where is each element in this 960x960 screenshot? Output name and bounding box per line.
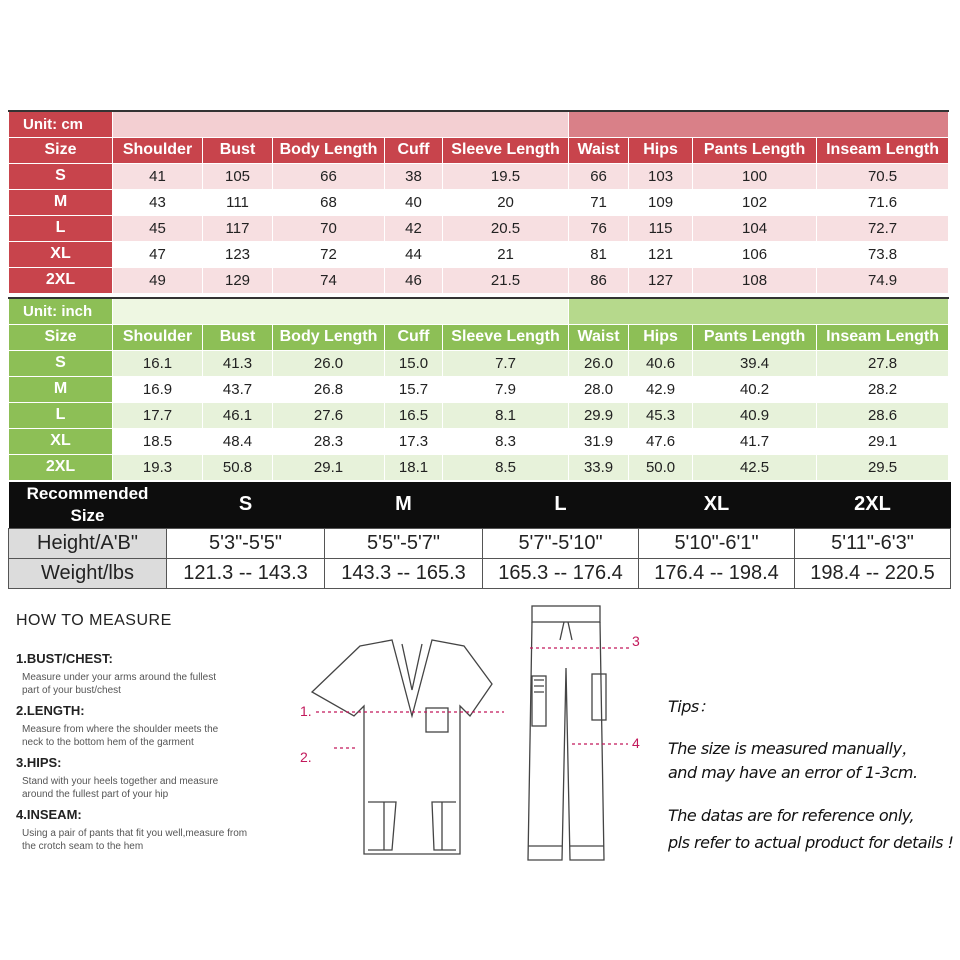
unit-label: Unit: inch [9,298,113,324]
column-header: Pants Length [693,324,817,350]
column-header: Body Length [273,137,385,163]
weight-value: 176.4 -- 198.4 [639,558,795,588]
inch-size-table [8,297,949,481]
unit-label: Unit: cm [9,111,113,137]
table-cell: 28.3 [273,428,385,454]
table-cell: 40.2 [693,376,817,402]
column-header: Cuff [385,324,443,350]
measure-label-4: 4 [632,735,640,751]
table-cell: 28.6 [817,402,949,428]
table-cell: 33.9 [569,454,629,480]
height-value: 5'3"-5'5" [167,528,325,558]
measure-description: Using a pair of pants that fit you well,measure from the crotch seam to the hem [22,828,248,852]
table-row [9,189,949,215]
table-cell: 121 [629,241,693,267]
table-cell: 104 [693,215,817,241]
size-label: S [238,493,253,516]
table-cell: 43.7 [203,376,273,402]
column-header: Bust [203,137,273,163]
size-cell: M [9,376,113,402]
table-cell: 44 [385,241,443,267]
table-cell: 18.1 [385,454,443,480]
header-band [113,111,569,137]
height-label: Height/A'B" [9,528,167,558]
tips-line: and may have an error of 1-3cm. [668,763,918,782]
table-cell: 41 [113,163,203,189]
header-row [9,324,949,350]
table-cell: 46.1 [203,402,273,428]
inch-table-body [9,350,949,480]
cm-table-body [9,163,949,293]
column-header: Shoulder [113,137,203,163]
weight-value: 143.3 -- 165.3 [325,558,483,588]
column-header: Hips [629,137,693,163]
size-label: L [554,493,567,516]
header-band [569,111,949,137]
table-cell: 19.3 [113,454,203,480]
header-band [113,298,569,324]
garment-diagram [292,596,672,876]
measure-heading: 2.LENGTH: [16,703,85,718]
recommended-header-row [9,482,951,528]
table-cell: 45 [113,215,203,241]
table-cell: 47 [113,241,203,267]
recommended-size-label: Recommended Size [26,483,149,525]
table-cell: 29.9 [569,402,629,428]
table-cell: 123 [203,241,273,267]
table-cell: 111 [203,189,273,215]
table-cell: 15.0 [385,350,443,376]
table-row [9,428,949,454]
table-cell: 8.3 [443,428,569,454]
table-cell: 21.5 [443,267,569,293]
measure-heading: 4.INSEAM: [16,807,82,822]
table-cell: 27.6 [273,402,385,428]
table-cell: 72 [273,241,385,267]
measure-heading: 3.HIPS: [16,755,62,770]
column-header: Pants Length [693,137,817,163]
column-header: Bust [203,324,273,350]
table-cell: 16.1 [113,350,203,376]
table-cell: 17.3 [385,428,443,454]
table-cell: 7.7 [443,350,569,376]
size-cell: XL [9,241,113,267]
table-cell: 102 [693,189,817,215]
table-cell: 26.0 [273,350,385,376]
table-cell: 109 [629,189,693,215]
tips-title: Tips： [668,697,715,716]
table-cell: 117 [203,215,273,241]
column-header: Size [9,324,113,350]
table-cell: 47.6 [629,428,693,454]
table-cell: 45.3 [629,402,693,428]
measurement-labels [300,633,640,765]
table-cell: 16.9 [113,376,203,402]
table-cell: 21 [443,241,569,267]
table-cell: 68 [273,189,385,215]
table-row [9,454,949,480]
size-cell: S [9,163,113,189]
size-label: M [395,493,412,516]
table-cell: 8.1 [443,402,569,428]
tips-line: pls refer to actual product for details ! [668,833,954,852]
table-cell: 74.9 [817,267,949,293]
size-cell: 2XL [9,267,113,293]
table-cell: 26.0 [569,350,629,376]
table-row [9,350,949,376]
height-value: 5'7"-5'10" [483,528,639,558]
how-to-measure-title: HOW TO MEASURE [16,612,172,629]
weight-value: 198.4 -- 220.5 [795,558,951,588]
height-value: 5'10"-6'1" [639,528,795,558]
table-cell: 19.5 [443,163,569,189]
table-cell: 46 [385,267,443,293]
table-cell: 72.7 [817,215,949,241]
header-band [569,298,949,324]
measure-description: Measure from where the shoulder meets the neck to the bottom hem of the garment [22,724,219,748]
table-cell: 40 [385,189,443,215]
recommended-size-table [8,482,951,589]
table-row [9,241,949,267]
table-cell: 129 [203,267,273,293]
table-cell: 50.8 [203,454,273,480]
table-cell: 8.5 [443,454,569,480]
column-header: Inseam Length [817,324,949,350]
table-row [9,376,949,402]
table-cell: 29.5 [817,454,949,480]
tips-line: The size is measured manually， [668,739,918,758]
height-value: 5'11"-6'3" [795,528,951,558]
table-cell: 42.9 [629,376,693,402]
scrub-top-drawing [312,640,492,854]
table-cell: 26.8 [273,376,385,402]
measure-description: Stand with your heels together and measure around the fullest part of your hip [22,776,219,800]
table-cell: 50.0 [629,454,693,480]
table-cell: 15.7 [385,376,443,402]
table-cell: 74 [273,267,385,293]
measure-label-2: 2. [300,749,312,765]
table-cell: 18.5 [113,428,203,454]
table-cell: 43 [113,189,203,215]
table-cell: 28.2 [817,376,949,402]
table-cell: 31.9 [569,428,629,454]
column-header: Inseam Length [817,137,949,163]
table-cell: 127 [629,267,693,293]
measure-heading: 1.BUST/CHEST: [16,651,113,666]
column-header: Hips [629,324,693,350]
table-row [9,402,949,428]
table-cell: 49 [113,267,203,293]
size-cell: L [9,215,113,241]
header-row [9,137,949,163]
table-cell: 86 [569,267,629,293]
table-row [9,215,949,241]
table-cell: 42 [385,215,443,241]
size-cell: XL [9,428,113,454]
column-header: Size [9,137,113,163]
table-cell: 108 [693,267,817,293]
table-cell: 70.5 [817,163,949,189]
table-cell: 71 [569,189,629,215]
table-cell: 41.3 [203,350,273,376]
measurement-lines [316,648,630,748]
column-header: Sleeve Length [443,137,569,163]
table-cell: 70 [273,215,385,241]
size-cell: L [9,402,113,428]
table-cell: 100 [693,163,817,189]
table-cell: 20 [443,189,569,215]
table-cell: 73.8 [817,241,949,267]
table-cell: 66 [569,163,629,189]
measure-description: Measure under your arms around the fullest part of your bust/chest [22,672,216,696]
table-cell: 20.5 [443,215,569,241]
table-cell: 42.5 [693,454,817,480]
weight-value: 121.3 -- 143.3 [167,558,325,588]
table-cell: 106 [693,241,817,267]
column-header: Sleeve Length [443,324,569,350]
table-cell: 115 [629,215,693,241]
table-cell: 29.1 [273,454,385,480]
table-cell: 48.4 [203,428,273,454]
table-cell: 40.9 [693,402,817,428]
table-cell: 17.7 [113,402,203,428]
weight-value: 165.3 -- 176.4 [483,558,639,588]
weight-label: Weight/lbs [9,558,167,588]
scrub-pants-drawing [528,606,606,860]
column-header: Shoulder [113,324,203,350]
table-cell: 76 [569,215,629,241]
table-cell: 105 [203,163,273,189]
measure-label-3: 3 [632,633,640,649]
table-row [9,267,949,293]
weight-row [9,558,951,588]
size-cell: S [9,350,113,376]
column-header: Waist [569,137,629,163]
size-label: 2XL [854,493,891,516]
table-cell: 81 [569,241,629,267]
table-cell: 41.7 [693,428,817,454]
table-cell: 40.6 [629,350,693,376]
column-header: Waist [569,324,629,350]
size-cell: 2XL [9,454,113,480]
table-cell: 38 [385,163,443,189]
table-cell: 7.9 [443,376,569,402]
table-row [9,163,949,189]
table-cell: 29.1 [817,428,949,454]
tips-line: The datas are for reference only, [668,806,915,825]
table-cell: 103 [629,163,693,189]
table-cell: 71.6 [817,189,949,215]
table-cell: 28.0 [569,376,629,402]
measure-label-1: 1. [300,703,312,719]
height-row [9,528,951,558]
column-header: Cuff [385,137,443,163]
size-cell: M [9,189,113,215]
size-label: XL [703,493,730,516]
table-cell: 27.8 [817,350,949,376]
column-header: Body Length [273,324,385,350]
table-cell: 16.5 [385,402,443,428]
height-value: 5'5"-5'7" [325,528,483,558]
table-cell: 66 [273,163,385,189]
table-cell: 39.4 [693,350,817,376]
cm-size-table [8,110,949,294]
